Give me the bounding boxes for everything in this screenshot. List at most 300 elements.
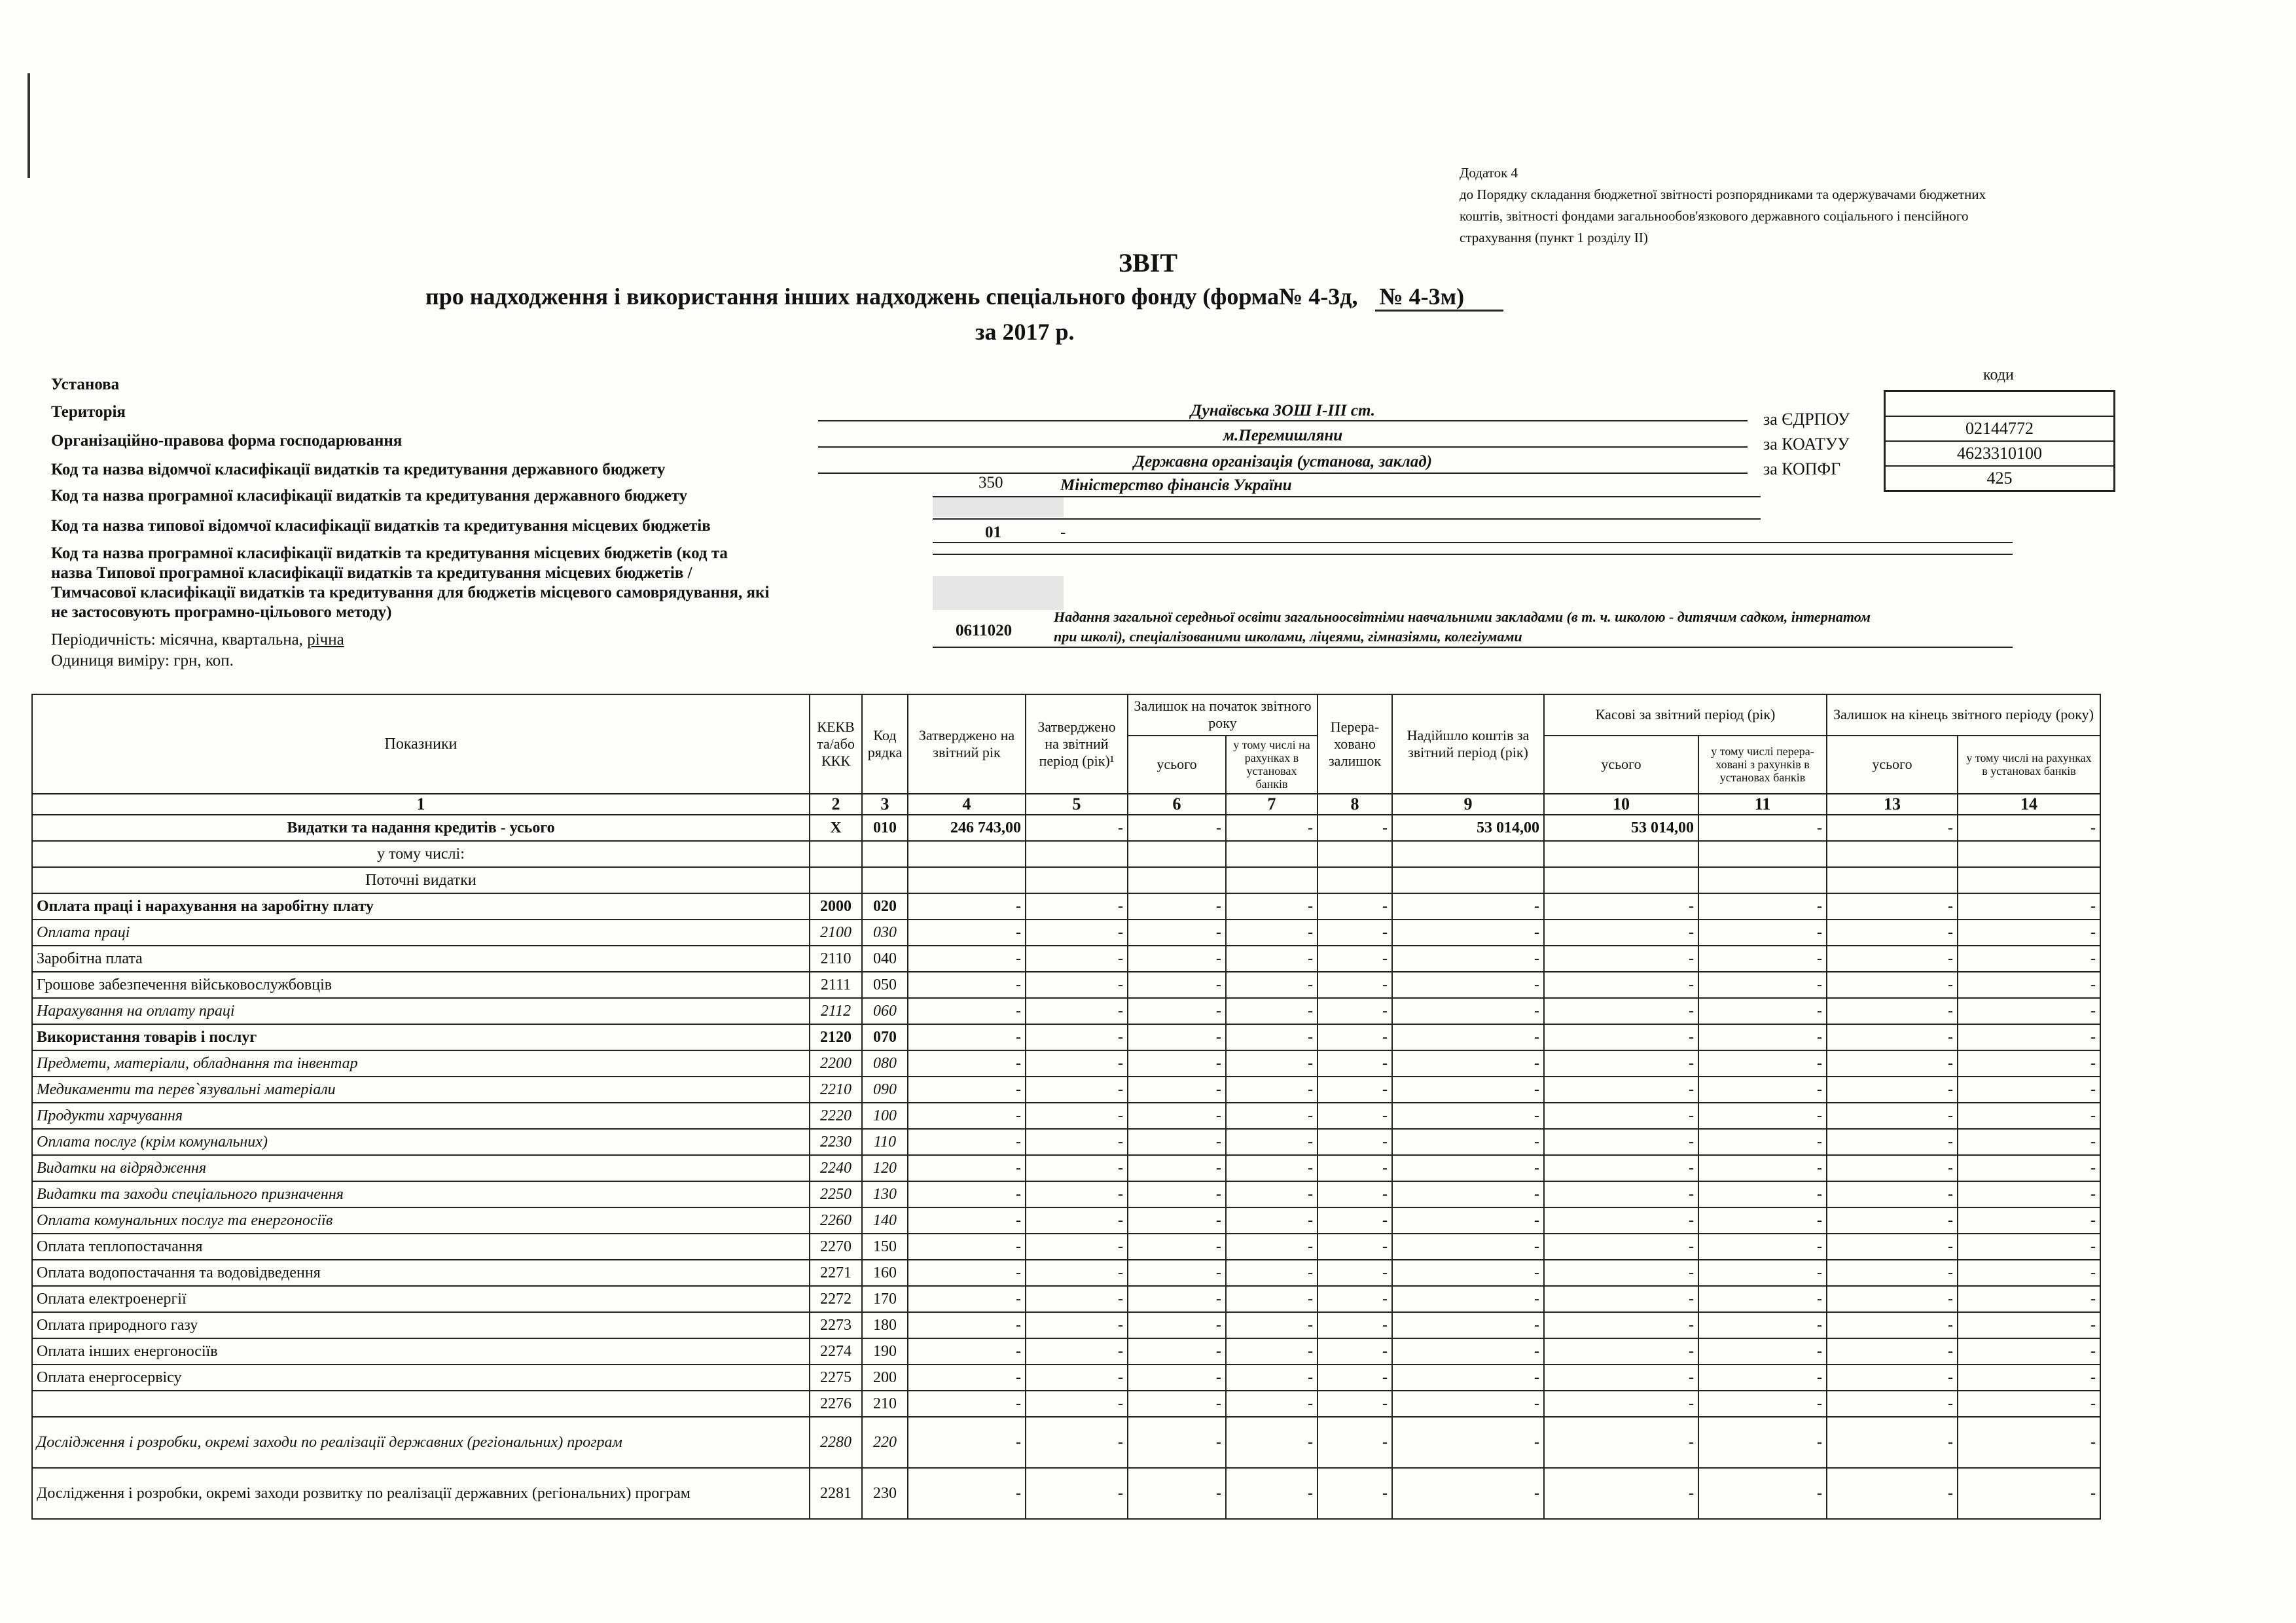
unit-label: Одиниця виміру: грн, коп. (51, 652, 234, 669)
value-cell: - (1698, 919, 1827, 946)
value-cell: - (1318, 1417, 1392, 1468)
value-cell: - (1958, 1312, 2100, 1338)
value-cell: - (1698, 1077, 1827, 1103)
kekv-code: X (810, 815, 862, 841)
row-code: 110 (862, 1129, 908, 1155)
value-cell: - (1544, 1391, 1698, 1417)
row-code: 010 (862, 815, 908, 841)
value-cell: - (1827, 1103, 1958, 1129)
value-cell (1827, 867, 1958, 893)
dept-name: Міністерство фінансів України (1060, 476, 1292, 494)
value-cell: - (1318, 1286, 1392, 1312)
value-cell: - (1026, 1077, 1128, 1103)
row-code: 070 (862, 1024, 908, 1050)
row-code: 230 (862, 1468, 908, 1519)
value-cell: - (1698, 998, 1827, 1024)
value-cell: - (1544, 1286, 1698, 1312)
value-cell (1392, 841, 1544, 867)
legal-form-label: Організаційно-правова форма господарювання (51, 432, 403, 450)
value-cell: - (1226, 1338, 1318, 1364)
typical-line (933, 542, 2013, 543)
column-number-row (32, 794, 2100, 815)
local-program-code: 0611020 (956, 622, 1013, 639)
value-cell: - (908, 1155, 1026, 1181)
kekv-code: 2112 (810, 998, 862, 1024)
table-row (32, 1234, 2100, 1260)
value-cell: - (1544, 998, 1698, 1024)
value-cell: - (1392, 1417, 1544, 1468)
table-row (32, 998, 2100, 1024)
value-cell: - (1544, 1050, 1698, 1077)
table-row (32, 1391, 2100, 1417)
value-cell: - (1026, 919, 1128, 946)
value-cell (1128, 841, 1226, 867)
value-cell: - (1698, 972, 1827, 998)
appendix-line-3: коштів, звітності фондами загальнообов'язкового державного соціального і пенсійного (1460, 208, 1969, 224)
value-cell (1698, 867, 1827, 893)
value-cell: - (1318, 893, 1392, 919)
table-row (32, 1286, 2100, 1312)
value-cell (1318, 841, 1392, 867)
row-code: 140 (862, 1207, 908, 1234)
indicator-name: Оплата праці (32, 919, 810, 946)
periodicity-label: Періодичність: місячна, квартальна, (51, 631, 308, 649)
value-cell: - (1318, 1234, 1392, 1260)
value-cell: - (1392, 1286, 1544, 1312)
column-number: 6 (1128, 794, 1226, 815)
value-cell: - (1226, 1050, 1318, 1077)
value-cell: - (1698, 1391, 1827, 1417)
table-row (32, 972, 2100, 998)
value-cell: - (1026, 1207, 1128, 1234)
value-cell: - (1958, 1024, 2100, 1050)
value-cell: - (1128, 1103, 1226, 1129)
indicator-name: Нарахування на оплату праці (32, 998, 810, 1024)
value-cell: - (908, 1077, 1026, 1103)
row-code: 150 (862, 1234, 908, 1260)
value-cell: - (1318, 1338, 1392, 1364)
column-number: 14 (1958, 794, 2100, 815)
value-cell: - (1958, 1155, 2100, 1181)
value-cell: - (1827, 1260, 1958, 1286)
value-cell (908, 841, 1026, 867)
table-row (32, 867, 2100, 893)
value-cell: - (1958, 1129, 2100, 1155)
value-cell: - (1698, 893, 1827, 919)
local-program-label-2: назва Типової програмної класифікації видатків та кредитування місцевих бюджетів / (51, 564, 692, 582)
value-cell: - (1318, 1181, 1392, 1207)
value-cell: - (1958, 998, 2100, 1024)
value-cell: - (1128, 1024, 1226, 1050)
value-cell: - (1392, 998, 1544, 1024)
value-cell: - (908, 972, 1026, 998)
value-cell: - (1958, 1181, 2100, 1207)
header-row-1 (32, 694, 2100, 736)
row-code: 050 (862, 972, 908, 998)
value-cell: - (1392, 1260, 1544, 1286)
value-cell: - (1958, 1260, 2100, 1286)
koatuu-label: за КОАТУУ (1763, 435, 1850, 454)
local-program-name-1: Надання загальної середньої освіти загальноосвітніми навчальними закладами (в т. ч. школою - дитячим садком, інтернатом (1054, 609, 1871, 625)
kekv-code: 2100 (810, 919, 862, 946)
value-cell: - (1226, 1207, 1318, 1234)
value-cell: - (1827, 1181, 1958, 1207)
value-cell: - (1392, 1155, 1544, 1181)
legal-form-line (818, 473, 1748, 474)
value-cell: - (1827, 1129, 1958, 1155)
row-code: 190 (862, 1338, 908, 1364)
value-cell: - (1544, 1364, 1698, 1391)
row-code: 170 (862, 1286, 908, 1312)
row-code: 120 (862, 1155, 908, 1181)
value-cell: - (1128, 1417, 1226, 1468)
indicator-name (32, 1391, 810, 1417)
row-code: 130 (862, 1181, 908, 1207)
table-row (32, 893, 2100, 919)
value-cell: - (1958, 1103, 2100, 1129)
value-cell: - (908, 1129, 1026, 1155)
table-row (32, 946, 2100, 972)
value-cell (1958, 867, 2100, 893)
value-cell: - (1827, 998, 1958, 1024)
column-number: 11 (1698, 794, 1827, 815)
value-cell: - (1827, 1391, 1958, 1417)
value-cell: - (1318, 1103, 1392, 1129)
row-code: 030 (862, 919, 908, 946)
value-cell: - (1026, 972, 1128, 998)
indicator-name: Оплата теплопостачання (32, 1234, 810, 1260)
blank-code-cell (1886, 392, 2113, 417)
value-cell: - (1128, 815, 1226, 841)
kekv-code: 2260 (810, 1207, 862, 1234)
column-number: 5 (1026, 794, 1128, 815)
institution-label: Установа (51, 376, 120, 393)
value-cell: - (908, 1338, 1026, 1364)
value-cell: - (1226, 1312, 1318, 1338)
value-cell: - (908, 893, 1026, 919)
value-cell: - (1392, 946, 1544, 972)
value-cell: - (1392, 893, 1544, 919)
value-cell: - (1128, 972, 1226, 998)
dept-code: 350 (978, 474, 1003, 491)
value-cell: - (908, 1207, 1026, 1234)
value-cell: - (1392, 1050, 1544, 1077)
col-cash-total: усього (1544, 736, 1698, 794)
value-cell: - (1698, 1312, 1827, 1338)
indicator-name: Дослідження і розробки, окремі заходи по реалізації державних (регіональних) програм (32, 1417, 810, 1468)
col-balance-end-total: усього (1827, 736, 1958, 794)
value-cell: - (1544, 1234, 1698, 1260)
value-cell: - (1392, 972, 1544, 998)
column-number: 10 (1544, 794, 1698, 815)
value-cell: - (1958, 1077, 2100, 1103)
col-balance-start: Залишок на початок звітного року (1128, 694, 1318, 736)
table-row (32, 919, 2100, 946)
institution-value: Дунаївська ЗОШ І-ІІІ ст. (1190, 402, 1376, 419)
value-cell: - (1698, 946, 1827, 972)
value-cell: - (1026, 1024, 1128, 1050)
indicator-name: Оплата послуг (крім комунальних) (32, 1129, 810, 1155)
value-cell: - (1544, 1155, 1698, 1181)
row-code: 100 (862, 1103, 908, 1129)
typical-line-2 (933, 554, 2013, 555)
value-cell: - (1318, 1207, 1392, 1234)
value-cell: - (1026, 1391, 1128, 1417)
value-cell: - (1544, 1312, 1698, 1338)
kekv-code (810, 867, 862, 893)
value-cell: - (1958, 946, 2100, 972)
value-cell: - (908, 946, 1026, 972)
value-cell: - (1544, 946, 1698, 972)
indicator-name: Видатки та заходи спеціального призначення (32, 1181, 810, 1207)
table-row (32, 1260, 2100, 1286)
value-cell: - (1026, 1312, 1128, 1338)
value-cell: - (1544, 919, 1698, 946)
local-program-line (933, 647, 2013, 648)
value-cell: - (1226, 1129, 1318, 1155)
value-cell: - (1226, 919, 1318, 946)
value-cell: - (1226, 998, 1318, 1024)
table-row (32, 1417, 2100, 1468)
value-cell: - (1392, 1234, 1544, 1260)
value-cell: - (1698, 1260, 1827, 1286)
kekv-code: 2271 (810, 1260, 862, 1286)
row-code: 060 (862, 998, 908, 1024)
kekv-code: 2110 (810, 946, 862, 972)
value-cell: - (1318, 1364, 1392, 1391)
col-row-code: Код рядка (862, 694, 908, 794)
column-number: 3 (862, 794, 908, 815)
value-cell: - (1958, 1050, 2100, 1077)
value-cell: - (1226, 1364, 1318, 1391)
value-cell: - (1128, 998, 1226, 1024)
value-cell: - (1318, 1077, 1392, 1103)
value-cell: - (1392, 1312, 1544, 1338)
value-cell: - (1318, 972, 1392, 998)
kekv-code: 2250 (810, 1181, 862, 1207)
indicator-name: Предмети, матеріали, обладнання та інвентар (32, 1050, 810, 1077)
value-cell: - (1392, 919, 1544, 946)
value-cell: - (908, 1364, 1026, 1391)
row-code (862, 867, 908, 893)
col-balance-end: Залишок на кінець звітного періоду (року) (1827, 694, 2100, 736)
value-cell: - (1128, 893, 1226, 919)
value-cell: - (1128, 1129, 1226, 1155)
value-cell: - (1544, 1103, 1698, 1129)
value-cell: - (1827, 1024, 1958, 1050)
value-cell (1226, 867, 1318, 893)
report-title: ЗВІТ (1118, 248, 1178, 277)
territory-value: м.Перемишляни (1223, 427, 1343, 444)
row-code: 220 (862, 1417, 908, 1468)
value-cell: - (908, 1260, 1026, 1286)
value-cell: - (1128, 1050, 1226, 1077)
periodicity-value: річна (307, 631, 344, 649)
column-number: 4 (908, 794, 1026, 815)
indicator-name: Поточні видатки (32, 867, 810, 893)
value-cell: - (1698, 1417, 1827, 1468)
local-code-shaded (933, 576, 1064, 610)
value-cell: - (1544, 1417, 1698, 1468)
value-cell: - (1544, 1129, 1698, 1155)
program-line (933, 518, 1761, 520)
value-cell: - (1544, 1181, 1698, 1207)
value-cell: - (1827, 1417, 1958, 1468)
table-row (32, 1155, 2100, 1181)
row-code (862, 841, 908, 867)
typical-name: - (1060, 524, 1066, 541)
value-cell (1392, 867, 1544, 893)
kekv-code: 2240 (810, 1155, 862, 1181)
row-code: 210 (862, 1391, 908, 1417)
col-cash-transferred: у тому числі перера-ховані з рахунків в установах банків (1698, 736, 1827, 794)
value-cell: - (1128, 1260, 1226, 1286)
kekv-code: 2200 (810, 1050, 862, 1077)
value-cell: - (1827, 972, 1958, 998)
value-cell: - (908, 1234, 1026, 1260)
edrpou-code: 02144772 (1886, 417, 2113, 442)
value-cell: - (1958, 1364, 2100, 1391)
indicator-name: Оплата електроенергії (32, 1286, 810, 1312)
value-cell: - (1958, 1234, 2100, 1260)
kekv-code: 2210 (810, 1077, 862, 1103)
value-cell: - (1827, 1364, 1958, 1391)
value-cell: - (1128, 1077, 1226, 1103)
table-row (32, 1129, 2100, 1155)
value-cell: - (1128, 1391, 1226, 1417)
territory-label: Територія (51, 403, 126, 421)
value-cell: - (1026, 1286, 1128, 1312)
program-code-label: Код та назва програмної класифікації видатків та кредитування державного бюджету (51, 487, 688, 505)
value-cell: - (1827, 1077, 1958, 1103)
value-cell: - (1026, 1260, 1128, 1286)
kekv-code: 2275 (810, 1364, 862, 1391)
kekv-code: 2274 (810, 1338, 862, 1364)
kekv-code: 2000 (810, 893, 862, 919)
table-row (32, 815, 2100, 841)
value-cell: - (1226, 1103, 1318, 1129)
kekv-code: 2270 (810, 1234, 862, 1260)
codes-box (1884, 390, 2115, 492)
value-cell: - (1026, 946, 1128, 972)
value-cell: - (1392, 1181, 1544, 1207)
value-cell: - (1226, 893, 1318, 919)
row-code: 180 (862, 1312, 908, 1338)
value-cell: - (1226, 1391, 1318, 1417)
indicator-name: Оплата праці і нарахування на заробітну плату (32, 893, 810, 919)
column-number: 8 (1318, 794, 1392, 815)
report-table (31, 694, 2101, 1520)
table-row (32, 1338, 2100, 1364)
value-cell: - (908, 1050, 1026, 1077)
value-cell: - (908, 1417, 1026, 1468)
value-cell: - (1318, 815, 1392, 841)
value-cell: - (1026, 1050, 1128, 1077)
value-cell: - (1026, 1103, 1128, 1129)
column-number: 9 (1392, 794, 1544, 815)
value-cell: - (1128, 1207, 1226, 1234)
kekv-code: 2276 (810, 1391, 862, 1417)
value-cell: - (1026, 1417, 1128, 1468)
row-code: 090 (862, 1077, 908, 1103)
value-cell: - (1958, 1417, 2100, 1468)
value-cell: - (1827, 815, 1958, 841)
column-number: 2 (810, 794, 862, 815)
value-cell: - (1392, 1103, 1544, 1129)
value-cell: - (1958, 1468, 2100, 1519)
appendix-note (1460, 162, 2114, 249)
value-cell (1318, 867, 1392, 893)
indicator-name: Медикаменти та перев`язувальні матеріали (32, 1077, 810, 1103)
value-cell (1827, 841, 1958, 867)
value-cell: - (1958, 893, 2100, 919)
indicator-name: Дослідження і розробки, окремі заходи розвитку по реалізації державних (регіональних) програм (32, 1468, 810, 1519)
value-cell: - (1544, 1260, 1698, 1286)
row-code: 040 (862, 946, 908, 972)
report-subtitle (0, 283, 2296, 310)
value-cell: - (1958, 1286, 2100, 1312)
value-cell: - (1318, 998, 1392, 1024)
value-cell: - (1958, 1207, 2100, 1234)
value-cell (1544, 841, 1698, 867)
kopfg-label: за КОПФГ (1763, 459, 1841, 478)
value-cell: - (1827, 1286, 1958, 1312)
edrpou-label: за ЄДРПОУ (1763, 410, 1850, 429)
value-cell: - (1128, 946, 1226, 972)
report-subtitle-text: про надходження і використання інших надходжень спеціального фонду (форма№ 4-3д, (425, 283, 1358, 310)
kekv-code: 2281 (810, 1468, 862, 1519)
indicator-name: Заробітна плата (32, 946, 810, 972)
col-cash: Касові за звітний період (рік) (1544, 694, 1827, 736)
value-cell (1226, 841, 1318, 867)
value-cell: - (1128, 1155, 1226, 1181)
table-row (32, 1077, 2100, 1103)
value-cell: - (1226, 1024, 1318, 1050)
value-cell: - (908, 1024, 1026, 1050)
value-cell: - (1698, 1103, 1827, 1129)
value-cell: - (1827, 946, 1958, 972)
row-code: 080 (862, 1050, 908, 1077)
table-row (32, 1103, 2100, 1129)
value-cell: 53 014,00 (1544, 815, 1698, 841)
col-balance-end-banks: у тому числі на рахунках в установах банків (1958, 736, 2100, 794)
value-cell: - (1226, 1155, 1318, 1181)
col-balance-start-banks: у тому числі на рахунках в установах банків (1226, 736, 1318, 794)
koatuu-code: 4623310100 (1886, 442, 2113, 467)
value-cell: - (1318, 1468, 1392, 1519)
value-cell: - (908, 919, 1026, 946)
legal-form-value: Державна організація (установа, заклад) (1134, 453, 1432, 471)
value-cell: - (1958, 1338, 2100, 1364)
report-year: за 2017 р. (975, 319, 1075, 345)
periodicity (51, 631, 344, 649)
value-cell: - (1698, 1155, 1827, 1181)
value-cell: - (1318, 1129, 1392, 1155)
value-cell: - (1544, 1024, 1698, 1050)
value-cell: - (1698, 1286, 1827, 1312)
value-cell: - (1392, 1207, 1544, 1234)
column-number: 1 (32, 794, 810, 815)
value-cell: - (1026, 815, 1128, 841)
table-row (32, 1207, 2100, 1234)
indicator-name: Оплата інших енергоносіїв (32, 1338, 810, 1364)
kopfg-code: 425 (1986, 469, 2013, 488)
value-cell: - (1128, 1181, 1226, 1207)
kekv-code: 2111 (810, 972, 862, 998)
value-cell: - (1128, 1364, 1226, 1391)
value-cell: - (1958, 1391, 2100, 1417)
value-cell: - (1128, 919, 1226, 946)
